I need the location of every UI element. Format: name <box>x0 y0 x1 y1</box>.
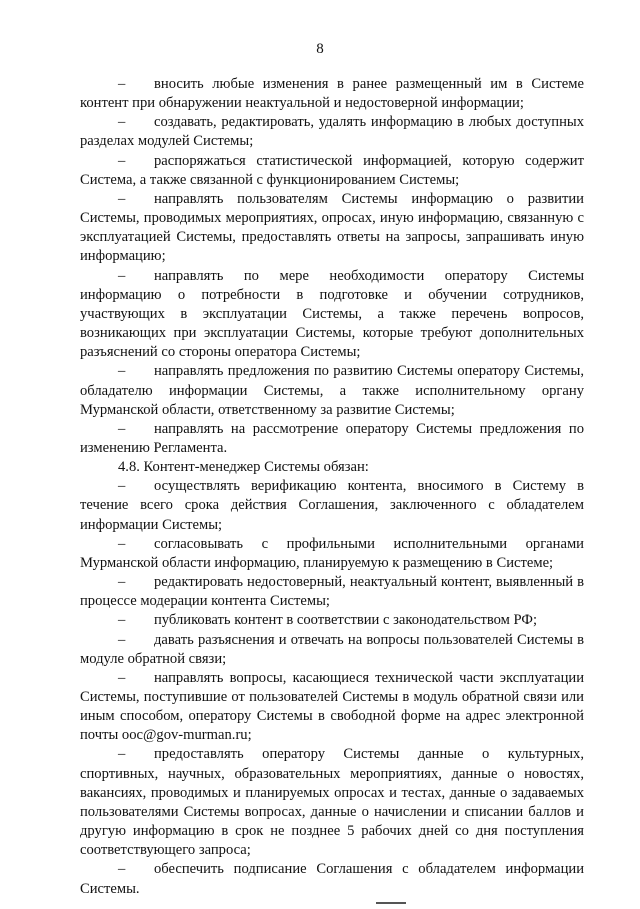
paragraph <box>80 75 584 113</box>
paragraph <box>80 267 584 363</box>
paragraph <box>80 420 584 458</box>
dash-bullet: – <box>118 574 126 591</box>
paragraph-text: направлять предложения по развитию Системы оператору Системы, обладателю информации Системы, а также исполнительному органу Мурманской области, ответственному за развитие Системы; <box>80 363 584 418</box>
paragraph-text: направлять вопросы, касающиеся технической части эксплуатации Системы, поступившие от пользователей Системы в модуль обратной связи или иным способом, оператору Системы в свободной форме на адрес электронной почты ooc@gov-murman.ru; <box>80 669 584 744</box>
paragraph-text: распоряжаться статистической информацией, которую содержит Система, а также связанной с функционированием Системы; <box>80 152 584 188</box>
paragraph-text: согласовывать с профильными исполнительными органами Мурманской области информацию, планируемую к размещению в Системе; <box>80 535 584 571</box>
paragraph-text: редактировать недостоверный, неактуальный контент, выявленный в процессе модерации контента Системы; <box>80 574 584 610</box>
paragraph <box>80 477 584 534</box>
paragraph-text: публиковать контент в соответствии с законодательством РФ; <box>154 612 538 629</box>
dash-bullet: – <box>118 420 126 437</box>
paragraph-text: направлять на рассмотрение оператору Системы предложения по изменению Регламента. <box>80 420 584 456</box>
paragraph-text: предоставлять оператору Системы данные о культурных, спортивных, научных, образовательных мероприятиях, данные о новостях, вакансиях, проводимых и планируемых опросах и тестах, данные о задаваемых пользователями Системы вопросах, данные о начислении и списании баллов и другую информацию в срок не позднее 5 рабочих дней со дня поступления соответствующего запроса; <box>80 746 584 859</box>
paragraph <box>80 611 584 630</box>
dash-bullet: – <box>118 267 126 284</box>
paragraph <box>80 152 584 190</box>
paragraph <box>80 669 584 746</box>
dash-bullet: – <box>118 746 126 763</box>
dash-bullet: – <box>118 190 126 207</box>
dash-bullet: – <box>118 535 126 552</box>
paragraph-text: осуществлять верификацию контента, вносимого в Систему в течение всего срока действия Соглашения, заключенного с обладателем информации Системы; <box>80 478 584 533</box>
paragraph <box>80 860 584 898</box>
dash-bullet: – <box>118 861 126 878</box>
dash-bullet: – <box>118 612 126 629</box>
dash-bullet: – <box>118 114 126 131</box>
paragraph-text: направлять по мере необходимости оператору Системы информацию о потребности в подготовке и обучении сотрудников, участвующих в эксплуатации Системы, а также перечень вопросов, возникающих при эксплуатации Системы, которые требуют дополнительных разъяснений со стороны оператора Системы; <box>80 267 584 361</box>
paragraph <box>80 190 584 267</box>
paragraph-text: вносить любые изменения в ранее размещенный им в Системе контент при обнаружении неактуальной и недостоверной информации; <box>80 76 584 112</box>
dash-bullet: – <box>118 478 126 495</box>
dash-bullet: – <box>118 631 126 648</box>
paragraph <box>80 573 584 611</box>
paragraph-text: направлять пользователям Системы информацию о развитии Системы, проводимых мероприятиях, опросах, иную информацию, связанную с эксплуатацией Системы, предоставлять ответы на запросы, запрашивать иную информацию; <box>80 190 584 265</box>
dash-bullet: – <box>118 76 126 92</box>
paragraph-text: создавать, редактировать, удалять информацию в любых доступных разделах модулей Системы; <box>80 114 584 150</box>
paragraph-text: обеспечить подписание Соглашения с обладателем информации Системы. <box>80 861 584 897</box>
document-body <box>80 75 584 899</box>
paragraph <box>80 113 584 151</box>
paragraph <box>80 631 584 669</box>
page-number: 8 <box>316 41 324 57</box>
dash-bullet: – <box>118 363 126 380</box>
paragraph <box>80 362 584 419</box>
paragraph <box>80 745 584 860</box>
dash-bullet: – <box>118 669 126 686</box>
dash-bullet: – <box>118 152 126 169</box>
paragraph <box>80 535 584 573</box>
paragraph-text: давать разъяснения и отвечать на вопросы пользователей Системы в модуле обратной связи; <box>80 631 584 667</box>
section-heading <box>80 458 584 477</box>
footer-divider <box>376 902 406 904</box>
section-heading-text: 4.8. Контент-менеджер Системы обязан: <box>118 459 369 476</box>
